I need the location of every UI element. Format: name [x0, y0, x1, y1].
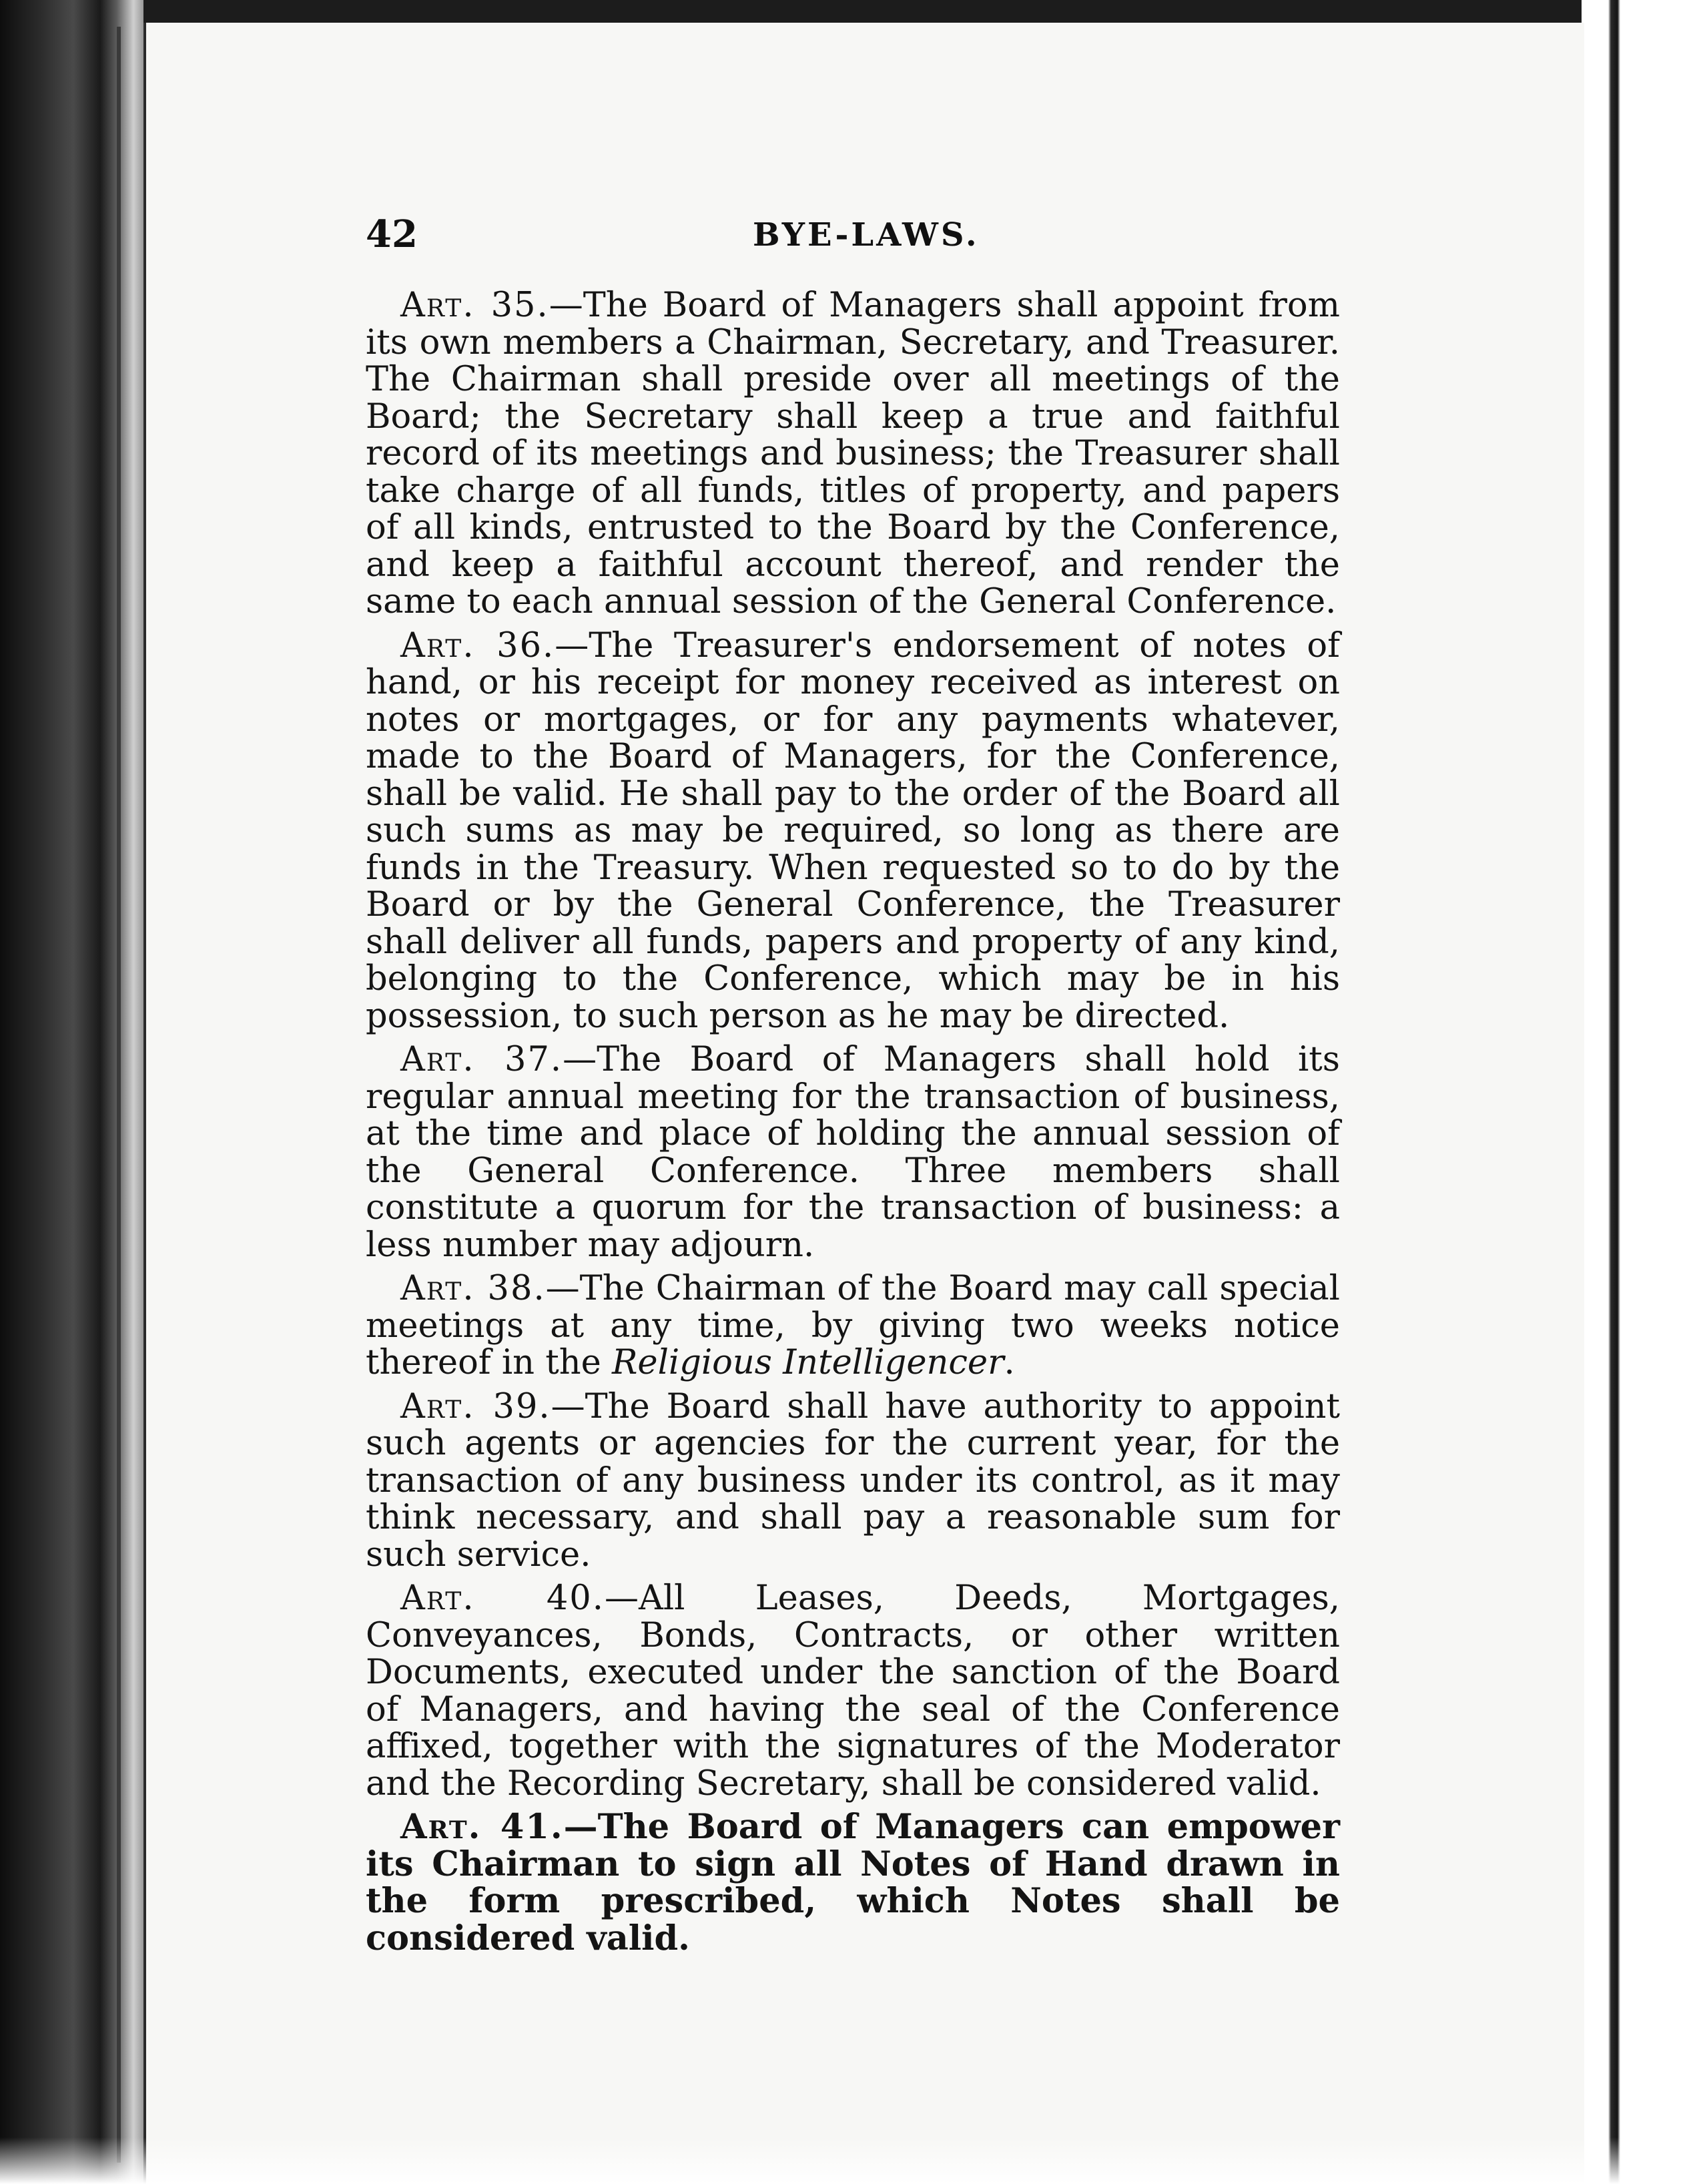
page-header — [366, 212, 1500, 266]
scan-top-edge — [0, 0, 1695, 23]
article-label: Art. 36. — [400, 625, 555, 665]
scan-right-edge — [1582, 0, 1695, 2184]
page-number: 42 — [366, 212, 418, 256]
article-label: Art. 39. — [400, 1386, 551, 1426]
article-label: Art. 37. — [400, 1040, 563, 1079]
article-list — [366, 287, 1340, 1964]
article-35 — [366, 287, 1340, 621]
article-text: —All Leases, Deeds, Mortgages, Conveyances, Bonds, Contracts, or other written Documents, executed under the sanction of the Board of Managers, and having the seal of the Conference affixed, together with the signatures of the Moderator and the Recording Secretary, shall be considered valid. — [366, 1579, 1340, 1804]
article-text-end: . — [1004, 1343, 1015, 1382]
article-41 — [366, 1809, 1340, 1957]
article-39 — [366, 1388, 1340, 1574]
article-37 — [366, 1041, 1340, 1264]
article-label: Art. 35. — [400, 286, 549, 325]
article-36 — [366, 627, 1340, 1035]
article-text: —The Board of Managers can empower its Chairman to sign all Notes of Hand drawn in the form prescribed, which Notes shall be considered valid. — [366, 1807, 1340, 1958]
article-text: —The Board of Managers shall hold its regular annual meeting for the transaction of business, at the time and place of holding the annual session of the General Conference. Three members shall constitute a quorum for the transaction of business: a less number may adjourn. — [366, 1040, 1340, 1265]
article-label: Art. 40. — [400, 1579, 605, 1618]
running-head: BYE-LAWS. — [753, 216, 980, 254]
article-text: —The Board of Managers shall appoint from its own members a Chairman, Secretary, and Treasurer. The Chairman shall preside over all meetings of the Board; the Secretary shall keep a true and faithful record of its meetings and business; the Treasurer shall take charge of all funds, titles of property, and papers of all kinds, entrusted to the Board by the Conference, and keep a faithful account thereof, and render the same to each annual session of the General Conference. — [366, 286, 1340, 621]
article-label: Art. 41. — [400, 1807, 564, 1847]
publication-title: Religious Intelligencer — [611, 1343, 1004, 1382]
book-spine-edge — [0, 0, 143, 2184]
page-fold-line — [117, 27, 121, 2163]
article-38 — [366, 1270, 1340, 1382]
article-40 — [366, 1580, 1340, 1802]
article-label: Art. 38. — [400, 1269, 546, 1308]
article-text: —The Board shall have authority to appoint such agents or agencies for the current year, for the transaction of any business under its control, as it may think necessary, and shall pay a reasonable sum for such service. — [366, 1386, 1340, 1575]
scan-bottom-edge — [0, 2137, 1695, 2184]
article-text: —The Chairman of the Board may call special meetings at any time, by giving two weeks notice thereof in the — [366, 1269, 1340, 1382]
article-text: —The Treasurer's endorsement of notes of hand, or his receipt for money received as interest on notes or mortgages, or for any payments whatever, made to the Board of Managers, for the Conference, shall be valid. He shall pay to the order of the Board all such sums as may be required, so long as there are funds in the Treasury. When requested so to do by the Board or by the General Conference, the Treasurer shall deliver all funds, papers and property of any kind, belonging to the Conference, which may be in his possession, to such person as he may be directed. — [366, 625, 1340, 1036]
